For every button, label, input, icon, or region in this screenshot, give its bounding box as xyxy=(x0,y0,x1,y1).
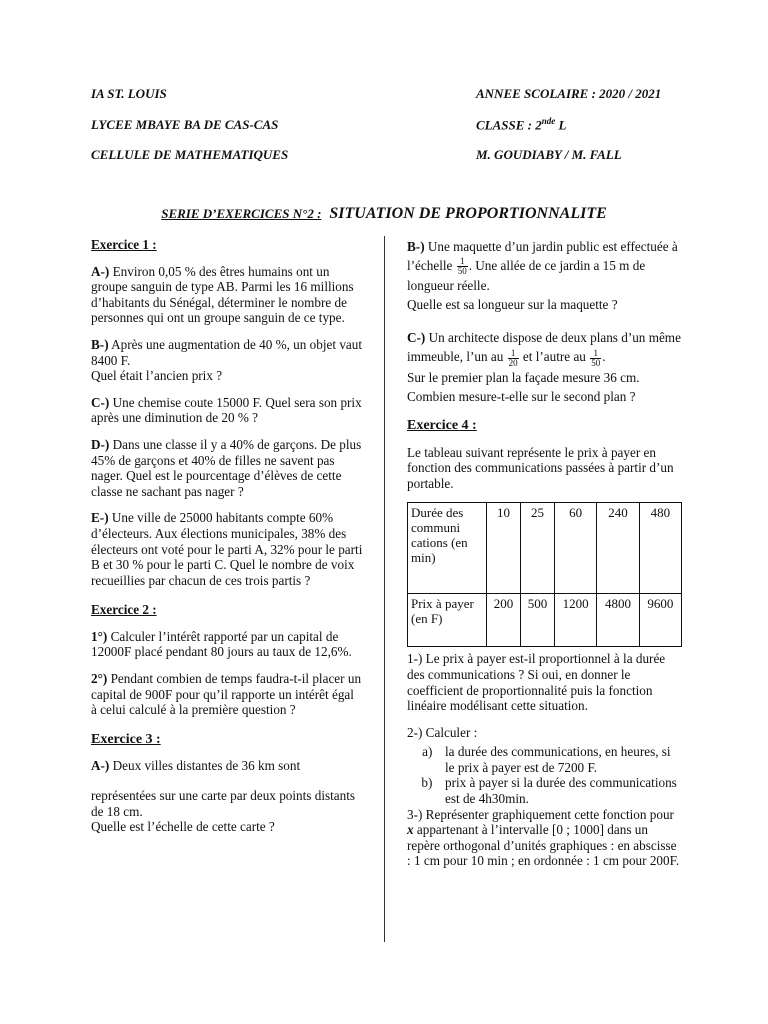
ex3-question-a-cont: représentées sur une carte par deux points distants de 18 cm. Quelle est l’échelle de cette carte ? xyxy=(91,788,356,835)
table-cell: 240 xyxy=(597,503,639,594)
ex1-question-a: A-) Environ 0,05 % des êtres humains ont un groupe sanguin de type AB. Parmi les 16 millions d’habitants du Sénégal, déterminer le nombre de personnes qui ont un groupe sanguin de ce type. xyxy=(91,263,354,326)
ex3-question-b: B-) Une maquette d’un jardin public est effectuée à l’échelle $\frac{1}{50}$ . Une allée de ce jardin a 15 m de longueur réelle. Quelle est sa longueur sur la maquette ? xyxy=(407,239,678,313)
class-level: CLASSE : 2nde L xyxy=(476,116,567,133)
list-item: b. prix à payer si la durée des communications est de 4h30min. xyxy=(439,775,683,806)
school-authority: IA ST. LOUIS xyxy=(91,86,167,101)
ex4-question-2-list xyxy=(407,744,683,806)
table-cell: 60 xyxy=(554,503,596,594)
ex2-question-1: 1°) Calculer l’intérêt rapporté par un capital de 12000F placé pendant 80 jours au taux de 12,6%. xyxy=(91,628,352,660)
table-cell: 1200 xyxy=(554,594,596,647)
page-title xyxy=(0,205,768,223)
exercise-4-heading: Exercice 4 : xyxy=(407,417,477,433)
subject-title: SITUATION DE PROPORTIONNALITE xyxy=(329,205,607,222)
fraction-1-20: $\frac{1}{20}$ xyxy=(508,347,518,368)
ex3-question-c: C-) Un architecte dispose de deux plans d’un même immeuble, l’un au $\frac{1}{20}$ et l’autre au $\frac{1}{50}$ . Sur le premier plan la façade mesure 36 cm. Combien mesure-t-elle sur le second plan ? xyxy=(407,330,681,404)
ex4-question-2: 2-) Calculer : xyxy=(407,724,478,740)
ex1-question-e: E-) Une ville de 25000 habitants compte 60% d’électeurs. Aux élections municipales, 38% des électeurs ont voté pour le parti A, 32% pour le parti B et 30 % pour le parti C. Quel le nombre de voix recueillies par chacun de ces trois partis ? xyxy=(91,510,363,588)
table-row xyxy=(408,503,682,594)
fraction-1-50: $\frac{1}{50}$ xyxy=(457,256,467,277)
table-row-label: Prix à payer (en F) xyxy=(408,594,487,647)
ex1-question-c: C-) Une chemise coute 15000 F. Quel sera son prix après une diminution de 20 % ? xyxy=(91,394,362,426)
ex4-question-1: 1-) Le prix à payer est-il proportionnel à la durée des communications ? Si oui, en donner le coefficient de proportionnalité puis la fonction linéaire modélisant cette situation. xyxy=(407,651,666,714)
communication-price-table xyxy=(407,502,682,647)
exercise-2-heading: Exercice 2 : xyxy=(91,602,157,618)
column-divider xyxy=(384,236,385,942)
table-cell: 480 xyxy=(639,503,681,594)
ex1-question-d: D-) Dans une classe il y a 40% de garçons. De plus 45% de garçons et 40% de filles ne savent pas nager. Quel est le pourcentage d’élèves de cette classe ne sachant pas nager ? xyxy=(91,436,362,499)
department-name: CELLULE DE MATHEMATIQUES xyxy=(91,147,289,162)
table-cell: 10 xyxy=(487,503,521,594)
left-column xyxy=(91,237,363,846)
ex4-intro: Le tableau suivant représente le prix à payer en fonction des communications passées à partir d’un portable. xyxy=(407,444,674,491)
table-cell: 4800 xyxy=(597,594,639,647)
right-column xyxy=(407,237,683,880)
list-item: a. la durée des communications, en heures, si le prix à payer est de 7200 F. xyxy=(439,744,683,775)
fraction-1-50-second: $\frac{1}{50}$ xyxy=(591,347,601,368)
table-cell: 9600 xyxy=(639,594,681,647)
table-cell: 500 xyxy=(520,594,554,647)
exercise-1-heading: Exercice 1 : xyxy=(91,237,157,252)
ex4-question-3: 3-) Représenter graphiquement cette fonction pour x appartenant à l’intervalle [0 ; 1000] dans un repère orthogonal d’unités graphiques : en abscisse : 1 cm pour 10 min ; en ordonnée : 1 cm pour 200F. xyxy=(407,806,680,869)
school-year: ANNEE SCOLAIRE : 2020 / 2021 xyxy=(476,86,662,101)
school-name: LYCEE MBAYE BA DE CAS-CAS xyxy=(91,117,279,132)
ex2-question-2: 2°) Pendant combien de temps faudra-t-il placer un capital de 900F pour qu’il rapporte un intérêt égal à celui calculé à la première question ? xyxy=(91,671,362,718)
ex1-question-b: B-) Après une augmentation de 40 %, un objet vaut 8400 F. Quel était l’ancien prix ? xyxy=(91,336,363,384)
series-label: SERIE D’EXERCICES N°2 : xyxy=(161,206,322,221)
exercise-3-heading: Exercice 3 : xyxy=(91,731,161,747)
ex3-question-a: A-) Deux villes distantes de 36 km sont xyxy=(91,758,301,774)
table-cell: 25 xyxy=(520,503,554,594)
teachers: M. GOUDIABY / M. FALL xyxy=(476,147,622,162)
table-row-label: Durée des communi cations (en min) xyxy=(408,503,487,594)
table-cell: 200 xyxy=(487,594,521,647)
table-row xyxy=(408,594,682,647)
